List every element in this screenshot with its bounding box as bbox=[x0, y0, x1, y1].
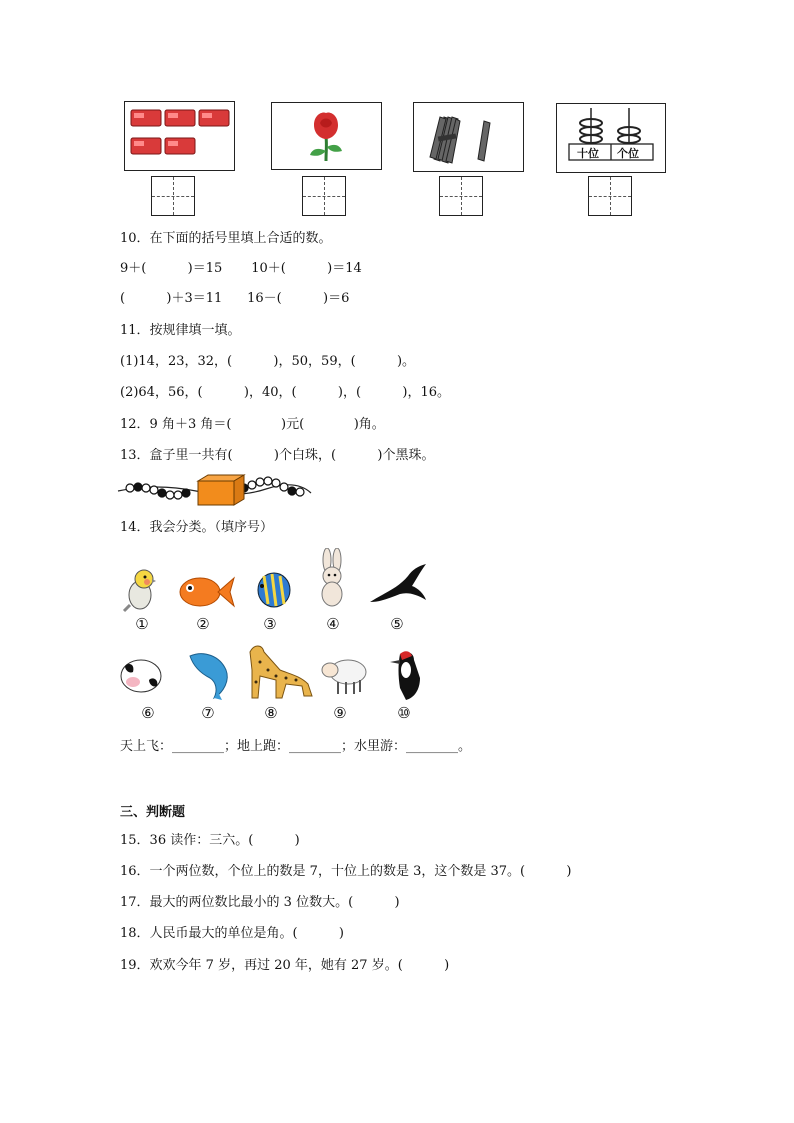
q15-text[interactable]: 15．36 读作：三六。( ) bbox=[120, 833, 300, 848]
sticks-picture-box bbox=[413, 102, 524, 172]
q10-title: 10．在下面的括号里填上合适的数。 bbox=[120, 231, 332, 246]
q14-title: 14．我会分类。（填序号） bbox=[120, 520, 274, 535]
cow-icon bbox=[119, 652, 163, 696]
q18-text[interactable]: 18．人民币最大的单位是角。( ) bbox=[120, 926, 345, 941]
animal-label-5: ⑤ bbox=[390, 615, 404, 633]
animal-label-9: ⑨ bbox=[333, 704, 347, 722]
animal-label-2: ② bbox=[196, 615, 210, 633]
abacus-picture-box bbox=[556, 103, 666, 173]
rose-picture-box bbox=[271, 102, 382, 170]
animal-label-4: ④ bbox=[326, 615, 340, 633]
q16-text[interactable]: 16．一个两位数，个位上的数是 7，十位上的数是 3，这个数是 37。( ) bbox=[120, 864, 572, 879]
answer-grid-3[interactable] bbox=[439, 176, 483, 216]
abacus-image bbox=[557, 104, 665, 172]
animal-label-3: ③ bbox=[263, 615, 277, 633]
q14-answer-line[interactable]: 天上飞：________；地上跑：________；水里游：________。 bbox=[120, 739, 472, 754]
animal-label-1: ① bbox=[135, 615, 149, 633]
rose-image bbox=[272, 103, 381, 169]
q10-row1[interactable]: 9＋( )＝15 10＋( )＝14 bbox=[120, 261, 362, 276]
q13-text[interactable]: 13．盒子里一共有( )个白珠，( )个黑珠。 bbox=[120, 448, 435, 463]
animal-label-8: ⑧ bbox=[264, 704, 278, 722]
q17-text[interactable]: 17．最大的两位数比最小的 3 位数大。( ) bbox=[120, 895, 400, 910]
bead-string-image bbox=[116, 471, 316, 511]
answer-grid-1[interactable] bbox=[151, 176, 195, 216]
erasers-image bbox=[125, 102, 234, 170]
q12-text[interactable]: 12．9 角＋3 角＝( )元( )角。 bbox=[120, 417, 385, 432]
erasers-picture-box bbox=[124, 101, 235, 171]
animal-label-10: ⑩ bbox=[397, 704, 411, 722]
animal-label-7: ⑦ bbox=[201, 704, 215, 722]
q10-row2[interactable]: ( )＋3＝11 16－( )＝6 bbox=[120, 291, 350, 306]
animal-label-6: ⑥ bbox=[141, 704, 155, 722]
tropical-fish-icon bbox=[254, 568, 294, 612]
cheetah-icon bbox=[246, 640, 316, 700]
abacus-tens-label: 十位 bbox=[577, 147, 599, 160]
rabbit-icon bbox=[316, 548, 348, 608]
dolphin-icon bbox=[184, 648, 234, 702]
parrot-icon bbox=[118, 565, 158, 615]
q11-row1[interactable]: (1)14，23，32，( )，50，59，( )。 bbox=[120, 354, 416, 369]
abacus-ones-label: 个位 bbox=[617, 147, 639, 160]
sheep-icon bbox=[320, 652, 370, 696]
q11-title: 11．按规律填一填。 bbox=[120, 323, 241, 338]
goldfish-icon bbox=[176, 572, 236, 612]
q19-text[interactable]: 19．欢欢今年 7 岁，再过 20 年，她有 27 岁。( ) bbox=[120, 958, 450, 973]
answer-grid-2[interactable] bbox=[302, 176, 346, 216]
section3-heading: 三、判断题 bbox=[120, 805, 186, 820]
swallow-icon bbox=[368, 562, 428, 610]
answer-grid-4[interactable] bbox=[588, 176, 632, 216]
woodpecker-icon bbox=[386, 648, 426, 704]
q11-row2[interactable]: (2)64，56，( )，40，( )，( )，16。 bbox=[120, 385, 450, 400]
sticks-image bbox=[414, 103, 523, 171]
